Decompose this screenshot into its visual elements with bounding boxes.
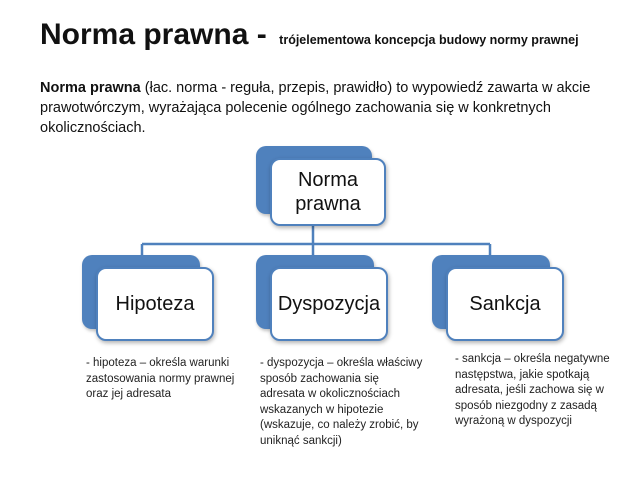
node-dyspozycja [256,255,388,341]
node-dyspozycja-label: Dyspozycja [277,293,381,315]
node-root-box [270,158,386,226]
page-subtitle: trójelementowa koncepcja budowy normy prawnej [279,33,579,47]
desc-dyspozycja: - dyspozycja – określa właściwy sposób zachowania się adresata w okolicznościach wskazanych w hipotezie (wskazuje, co należy zrobić, by uniknąć sankcji) [260,357,423,447]
node-root-label: Norma prawna [295,169,361,215]
definition-text: (łac. norma - reguła, przepis, prawidło) to wypowiedź zawarta w akcie prawotwórczym, wyrażająca polecenie ogólnego zachowania się w konkretnych okolicznościach. [40,80,591,136]
node-hipoteza-label: Hipoteza [115,293,195,315]
definition-term: Norma prawna [40,80,141,96]
node-hipoteza [82,255,214,341]
node-sankcja [432,255,564,341]
node-sankcja-label: Sankcja [469,293,541,315]
desc-sankcja: - sankcja – określa negatywne następstwa, jakie spotkają adresata, jeśli zachowa się w sposób niezgodny z zasadą wyrażoną w dyspozycji [455,353,610,427]
node-sankcja-box [446,267,564,341]
node-hipoteza-box [96,267,214,341]
node-dyspozycja-box [270,267,388,341]
desc-hipoteza: - hipoteza – określa warunki zastosowania normy prawnej oraz jej adresata [86,357,235,400]
page-title: Norma prawna - [40,18,267,51]
node-root [256,146,386,230]
